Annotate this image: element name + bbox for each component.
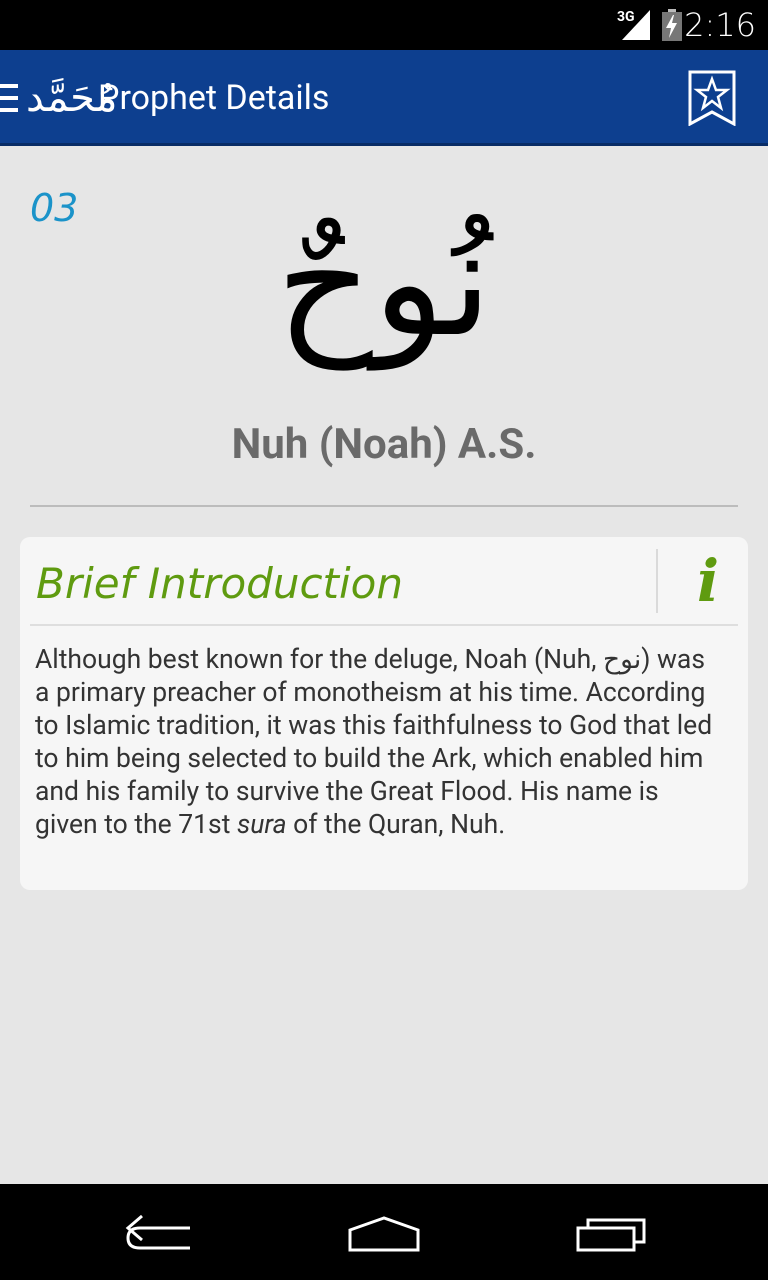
- clock: 2:16: [684, 6, 756, 44]
- card-body-emphasis: sura: [236, 809, 287, 840]
- star-bookmark-icon: [688, 70, 736, 126]
- navigation-bar: [0, 1184, 768, 1280]
- english-name: Nuh (Noah) A.S.: [231, 420, 537, 469]
- card-body: [35, 643, 725, 841]
- info-icon[interactable]: i: [696, 547, 720, 615]
- page-title: Prophet Details: [98, 78, 330, 118]
- status-bar: [0, 0, 768, 50]
- hamburger-icon[interactable]: [0, 84, 18, 112]
- prophet-number: 03: [30, 186, 79, 230]
- app-logo[interactable]: مُحَمَّد: [26, 75, 118, 121]
- card-body-text: Although best known for the deluge, Noah (Nuh, نوح) was a primary preacher of monotheism at his time. According to Islamic tradition, it was this faithfulness to God that led to him being selected to build the Ark, which enabled him and his family to survive the Great Flood. His name is given to the 71st: [35, 644, 713, 840]
- network-type: 3G: [617, 9, 635, 25]
- arabic-name: نُوحٌ: [275, 196, 493, 370]
- signal-icon: [622, 10, 650, 40]
- card-title: Brief Introduction: [36, 559, 403, 608]
- back-icon[interactable]: [120, 1212, 200, 1256]
- divider: [30, 505, 738, 507]
- recent-apps-icon[interactable]: [570, 1212, 650, 1256]
- card-divider: [30, 624, 738, 626]
- intro-card: [20, 537, 748, 890]
- battery-icon: [662, 9, 682, 41]
- card-body-text-end: of the Quran, Nuh.: [286, 809, 506, 840]
- favorite-button[interactable]: [688, 70, 736, 126]
- home-icon[interactable]: [344, 1212, 424, 1256]
- card-separator: [656, 549, 658, 613]
- action-bar: [0, 50, 768, 146]
